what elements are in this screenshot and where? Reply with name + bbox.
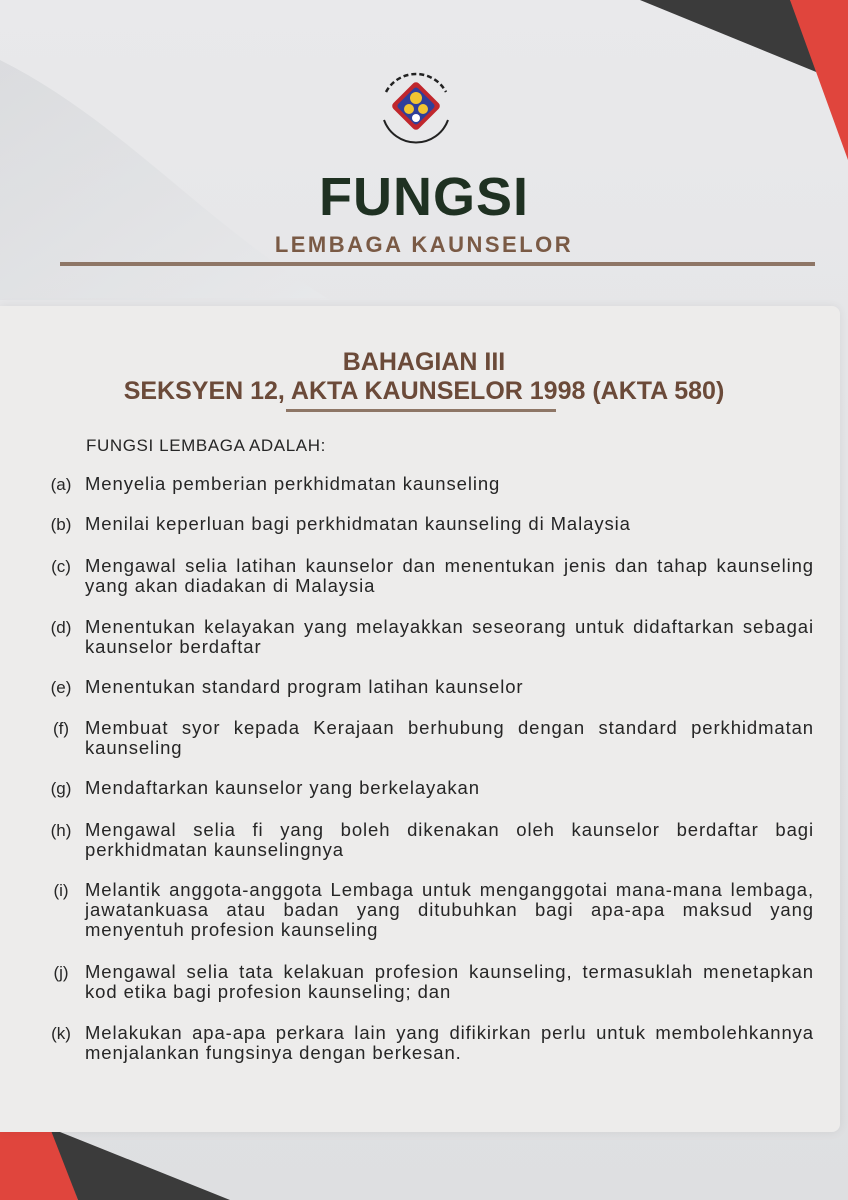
item-text: Mengawal selia tata kelakuan profesion kaunseling, termasuklah menetapkan kod etika bagi profesion kaunseling; dan: [85, 961, 814, 1002]
item-text: Menentukan kelayakan yang melayakkan seseorang untuk didaftarkan sebagai kaunselor berdaftar: [85, 616, 814, 657]
list-item: [42, 677, 814, 697]
list-item: [42, 820, 814, 860]
title-divider: [60, 262, 815, 266]
item-letter: (f): [52, 719, 70, 738]
list-item: [42, 1023, 814, 1063]
item-letter: (j): [53, 963, 69, 982]
list-item: [42, 880, 814, 940]
item-text: Menyelia pemberian perkhidmatan kaunseling: [85, 473, 501, 494]
section-heading-line2: SEKSYEN 12, AKTA KAUNSELOR 1998 (AKTA 580): [123, 377, 725, 405]
item-text: Mengawal selia latihan kaunselor dan menentukan jenis dan tahap kaunseling yang akan diadakan di Malaysia: [85, 555, 814, 596]
item-text: Menentukan standard program latihan kaunselor: [85, 676, 524, 697]
item-text: Mengawal selia fi yang boleh dikenakan oleh kaunselor berdaftar bagi perkhidmatan kaunselingnya: [85, 819, 814, 860]
item-letter: (a): [50, 475, 72, 494]
list-item: [42, 718, 814, 758]
item-letter: (e): [50, 678, 72, 697]
item-text: Menilai keperluan bagi perkhidmatan kaunseling di Malaysia: [85, 513, 631, 534]
intro-text: FUNGSI LEMBAGA ADALAH:: [86, 436, 326, 455]
section-heading-line1: BAHAGIAN III: [342, 348, 506, 376]
item-letter: (c): [51, 557, 71, 576]
item-text: Melantik anggota-anggota Lembaga untuk menganggotai mana-mana lembaga, jawatankuasa atau badan yang ditubuhkan bagi apa-apa maksud yang menyentuh profesion kaunseling: [85, 879, 814, 940]
page-title: FUNGSI: [318, 167, 529, 227]
item-letter: (b): [50, 515, 72, 534]
list-item: [42, 962, 814, 1002]
lembaga-kaunselor-logo: [366, 62, 466, 154]
item-letter: (d): [50, 618, 72, 637]
page-subtitle: LEMBAGA KAUNSELOR: [274, 232, 574, 257]
list-item: [42, 778, 814, 798]
item-text: Membuat syor kepada Kerajaan berhubung dengan standard perkhidmatan kaunseling: [85, 717, 814, 758]
item-text: Melakukan apa-apa perkara lain yang difikirkan perlu untuk membolehkannya menjalankan fungsinya dengan berkesan.: [85, 1022, 814, 1063]
item-letter: (k): [51, 1024, 71, 1043]
item-text: Mendaftarkan kaunselor yang berkelayakan: [85, 777, 480, 798]
list-item: [42, 617, 814, 657]
heading-underline: [286, 409, 556, 412]
item-letter: (i): [53, 881, 69, 900]
list-item: [42, 474, 814, 494]
item-letter: (h): [50, 821, 72, 840]
item-letter: (g): [50, 779, 72, 798]
list-item: [42, 514, 814, 534]
list-item: [42, 556, 814, 596]
